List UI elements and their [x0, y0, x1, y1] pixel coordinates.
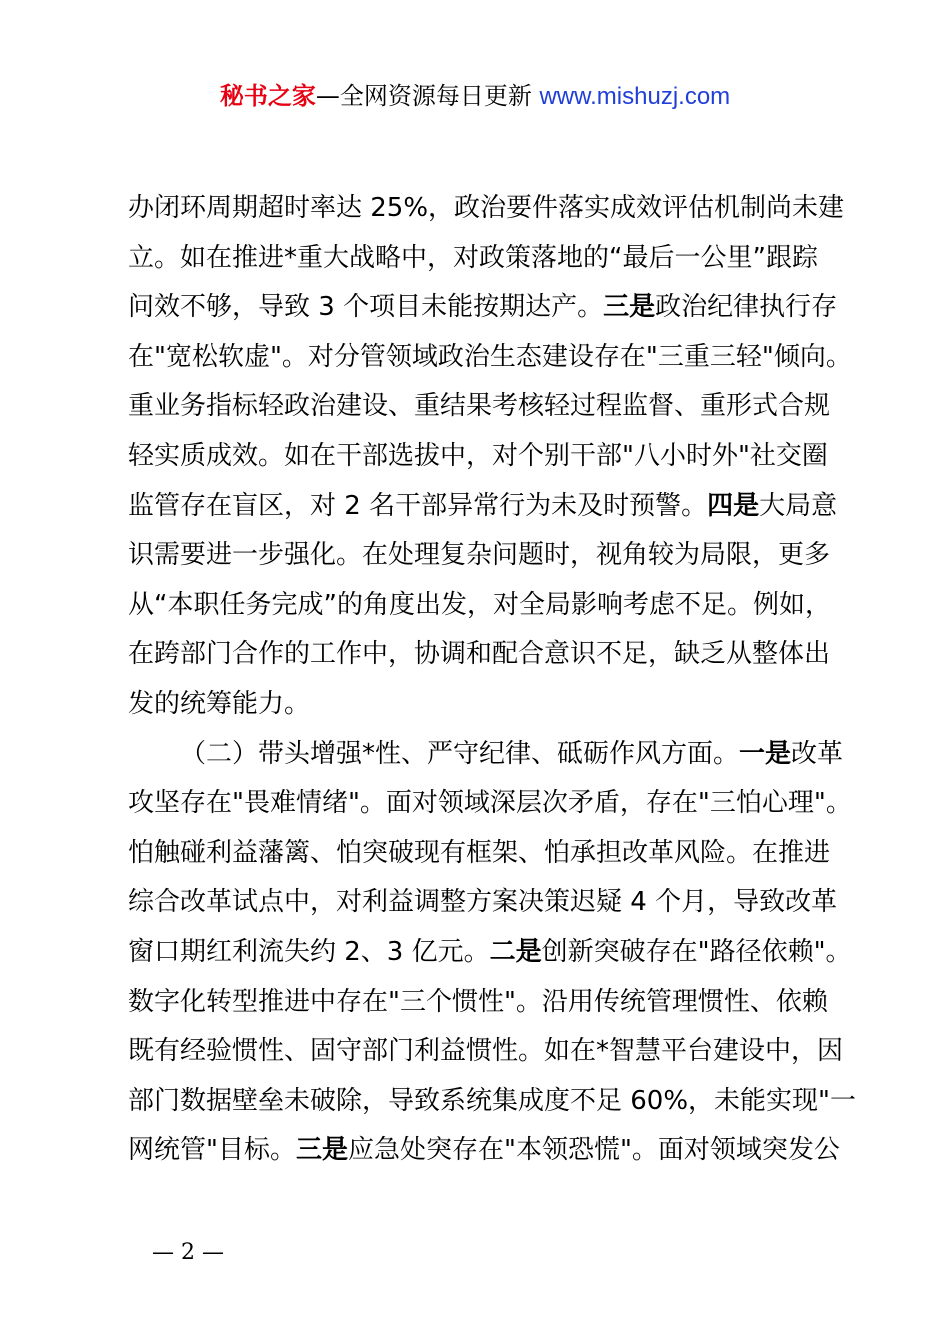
- text-segment: 网统管"目标。: [128, 1135, 296, 1166]
- site-header: [0, 78, 950, 115]
- text-line: [128, 1126, 838, 1176]
- text-line: [128, 1027, 844, 1077]
- text-segment: 创新突破存在"路径依赖"。: [541, 936, 852, 967]
- text-line: [128, 581, 838, 631]
- bold-marker: 三是: [295, 1135, 348, 1166]
- text-segment: 窗口期红利流失约 2、3 亿元。: [128, 936, 490, 967]
- page-number: — 2 —: [152, 1240, 224, 1265]
- text-segment: （二）带头增强*性、严守纪律、砥砺作风方面。: [180, 738, 740, 769]
- text-line: [128, 630, 838, 680]
- text-line: [128, 333, 852, 383]
- text-line: [128, 382, 838, 432]
- text-line: [128, 184, 845, 234]
- text-segment: 改革: [791, 738, 844, 769]
- text-segment: 政治纪律执行存: [655, 292, 838, 323]
- text-segment: 在"宽松软虚"。对分管领域政治生态建设存在"三重三轻"倾向。: [128, 341, 852, 372]
- text-line: [128, 779, 852, 829]
- text-segment: 识需要进一步强化。在处理复杂问题时，视角较为局限，更多: [128, 540, 831, 571]
- text-line: [128, 283, 838, 333]
- text-line: [128, 1077, 857, 1127]
- text-line: [128, 680, 838, 730]
- text-segment: 综合改革试点中，对利益调整方案决策迟疑 4 个月，导致改革: [128, 887, 838, 918]
- text-segment: 数字化转型推进中存在"三个惯性"。沿用传统管理惯性、依赖: [128, 986, 828, 1017]
- text-line: [128, 234, 838, 284]
- text-line: [128, 432, 838, 482]
- site-url-link[interactable]: www.mishuzj.com: [539, 83, 731, 110]
- text-segment: 监管存在盲区，对 2 名干部异常行为未及时预警。: [128, 490, 708, 521]
- text-segment: 发的统筹能力。: [128, 688, 311, 719]
- text-line: [128, 482, 838, 532]
- text-segment: 轻实质成效。如在干部选拔中，对个别干部"八小时外"社交圈: [128, 440, 828, 471]
- bold-marker: 三是: [603, 292, 656, 323]
- bold-marker: 一是: [739, 738, 792, 769]
- text-line: [128, 978, 838, 1028]
- bold-marker: 二是: [489, 936, 542, 967]
- text-segment: 应急处突存在"本领恐慌"。面对领域突发公: [347, 1135, 840, 1166]
- text-segment: 立。如在推进*重大战略中，对政策落地的“最后一公里”跟踪: [128, 242, 818, 273]
- text-segment: 既有经验惯性、固守部门利益惯性。如在*智慧平台建设中，因: [128, 1036, 844, 1067]
- text-segment: 问效不够，导致 3 个项目未能按期达产。: [128, 292, 604, 323]
- text-segment: 攻坚存在"畏难情绪"。面对领域深层次矛盾，存在"三怕心理"。: [128, 788, 852, 819]
- text-line: [128, 829, 838, 879]
- text-segment: 在跨部门合作的工作中，协调和配合意识不足，缺乏从整体出: [128, 639, 831, 670]
- text-line: [128, 878, 838, 928]
- text-segment: 部门数据壁垒未破除，导致系统集成度不足 60%，未能实现"一: [128, 1085, 857, 1116]
- bold-marker: 四是: [707, 490, 760, 521]
- text-segment: 办闭环周期超时率达 25%，政治要件落实成效评估机制尚未建: [128, 193, 845, 223]
- text-line: [128, 531, 838, 581]
- text-line: [128, 730, 844, 780]
- text-line: [128, 928, 852, 978]
- document-body: [128, 184, 857, 1176]
- text-segment: 怕触碰利益藩篱、怕突破现有框架、怕承担改革风险。在推进: [128, 837, 831, 868]
- site-tagline: —全网资源每日更新: [315, 82, 540, 110]
- text-segment: 从“本职任务完成”的角度出发，对全局影响考虑不足。例如，: [128, 589, 831, 620]
- site-brand: 秘书之家: [219, 82, 316, 110]
- text-segment: 重业务指标轻政治建设、重结果考核轻过程监督、重形式合规: [128, 391, 831, 422]
- text-segment: 大局意: [759, 490, 838, 521]
